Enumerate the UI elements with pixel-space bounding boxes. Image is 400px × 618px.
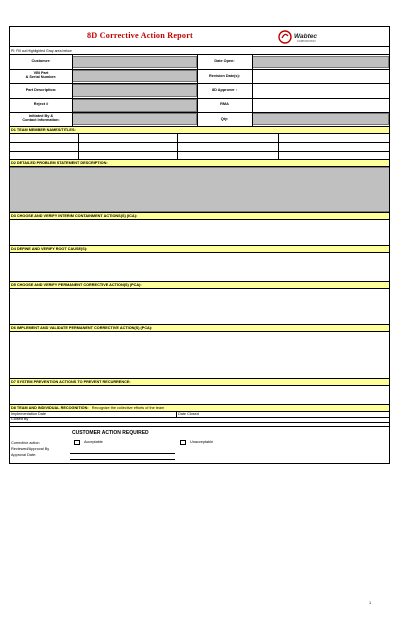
page-number: 1 — [369, 601, 372, 605]
team-row-divider — [10, 142, 389, 143]
row-divider — [10, 83, 389, 84]
divider — [10, 46, 389, 47]
team-member-cell[interactable] — [10, 134, 78, 142]
unacceptable-label: Unacceptable — [190, 440, 214, 444]
column-divider — [252, 55, 253, 126]
wabtec-logo — [278, 30, 328, 46]
team-member-cell[interactable] — [177, 134, 278, 142]
reject-field[interactable] — [72, 99, 197, 112]
reject-label: Reject # — [33, 102, 49, 106]
problem-statement-field[interactable] — [10, 167, 389, 212]
prevention-actions-field[interactable] — [10, 386, 389, 404]
vbi-part-label-line1: VBI Part — [33, 71, 49, 75]
part-description-label: Part Description: — [25, 88, 57, 92]
qty-label: Qty: — [220, 117, 229, 121]
containment-actions-field[interactable] — [10, 220, 389, 245]
row-divider — [10, 69, 389, 70]
rma-label: RMA — [220, 102, 229, 106]
team-row-divider — [10, 151, 389, 152]
revision-dates-label: Revision Date(s): — [208, 74, 240, 78]
vbi-part-field[interactable] — [72, 70, 197, 82]
section-d8-header — [10, 404, 389, 412]
customer-action-heading: CUSTOMER ACTION REQUIRED — [72, 430, 149, 436]
initiated-by-label-line1: Initiated By & — [28, 114, 54, 118]
approval-date-label: Approval Date: — [11, 453, 37, 457]
root-cause-field[interactable] — [10, 253, 389, 281]
reviewed-by-label: Reviewed/Approval By — [11, 447, 50, 451]
vbi-part-label-line2: & Serial Number: — [25, 75, 57, 80]
corrective-action-label: Corrective action — [11, 441, 40, 445]
closure-row-divider — [10, 422, 389, 423]
column-divider — [72, 55, 73, 126]
section-d6-header: D6 IMPLEMENT AND VALIDATE PERMANENT CORRECTIVE ACTION(S) (PCA): — [10, 324, 389, 332]
date-open-field[interactable] — [252, 56, 389, 68]
initiated-by-field[interactable] — [72, 113, 197, 125]
section-d1-header: D1 TEAM MEMBER NAMES/TITLES: — [10, 126, 389, 134]
customer-field[interactable] — [72, 56, 197, 68]
date-closed-label: Date Closed — [178, 412, 199, 416]
team-member-cell[interactable] — [78, 134, 177, 142]
section-d8-note: Recognize the collective efforts of the team — [91, 406, 165, 410]
initiated-by-label-line2: Contact Information: — [22, 118, 60, 123]
approval-date-line[interactable] — [70, 459, 175, 460]
divider — [10, 54, 389, 55]
qty-field[interactable] — [252, 113, 389, 125]
logo-name: Wabtec — [294, 33, 317, 40]
implement-validate-field[interactable] — [10, 332, 389, 378]
initiated-by-label — [10, 114, 72, 122]
section-d5-header: D5 CHOOSE AND VERIFY PERMANENT CORRECTIVE ACTION(S) (PCA): — [10, 281, 389, 289]
vbi-part-label — [10, 71, 72, 79]
part-description-field[interactable] — [72, 84, 197, 97]
divider — [10, 426, 389, 427]
approver-label: 8D Approver : — [212, 88, 237, 92]
corrective-action-form — [9, 26, 390, 464]
instruction-note: PI: Fill out Highlighted Gray area below — [11, 49, 72, 53]
closure-row-divider — [10, 417, 389, 418]
wabtec-logo-icon — [278, 30, 292, 44]
unacceptable-checkbox[interactable] — [180, 440, 186, 445]
acceptable-label: Acceptable — [84, 440, 103, 444]
section-d2-header: D2 DETAILED PROBLEM STATEMENT DESCRIPTION: — [10, 159, 389, 167]
section-d4-header: D4 DEFINE AND VERIFY ROOT CAUSE(S): — [10, 245, 389, 253]
permanent-actions-field[interactable] — [10, 289, 389, 324]
section-d3-header: D3 CHOOSE AND VERIFY INTERIM CONTAINMENT ACTIONS(S) (ICA): — [10, 212, 389, 220]
customer-label: Customer: — [31, 59, 51, 63]
section-d7-header: D7 SYSTEM PREVENTION ACTIONS TO PREVENT RECURRENCE: — [10, 378, 389, 386]
column-divider — [197, 55, 198, 126]
acceptable-checkbox[interactable] — [74, 440, 80, 445]
row-divider — [10, 98, 389, 99]
report-title: 8D Corrective Action Report — [87, 31, 193, 40]
closed-by-label: Closed By — [11, 417, 29, 421]
team-member-cell[interactable] — [278, 134, 389, 142]
logo-subtitle: CORPORATION — [297, 40, 316, 43]
date-open-label: Date Open: — [214, 59, 235, 63]
implementation-date-label: Implementation Date — [11, 412, 47, 416]
section-d8-title: D8 TEAM AND INDIVIDUAL RECOGNITION: — [11, 406, 89, 410]
reviewed-by-line[interactable] — [70, 453, 175, 454]
